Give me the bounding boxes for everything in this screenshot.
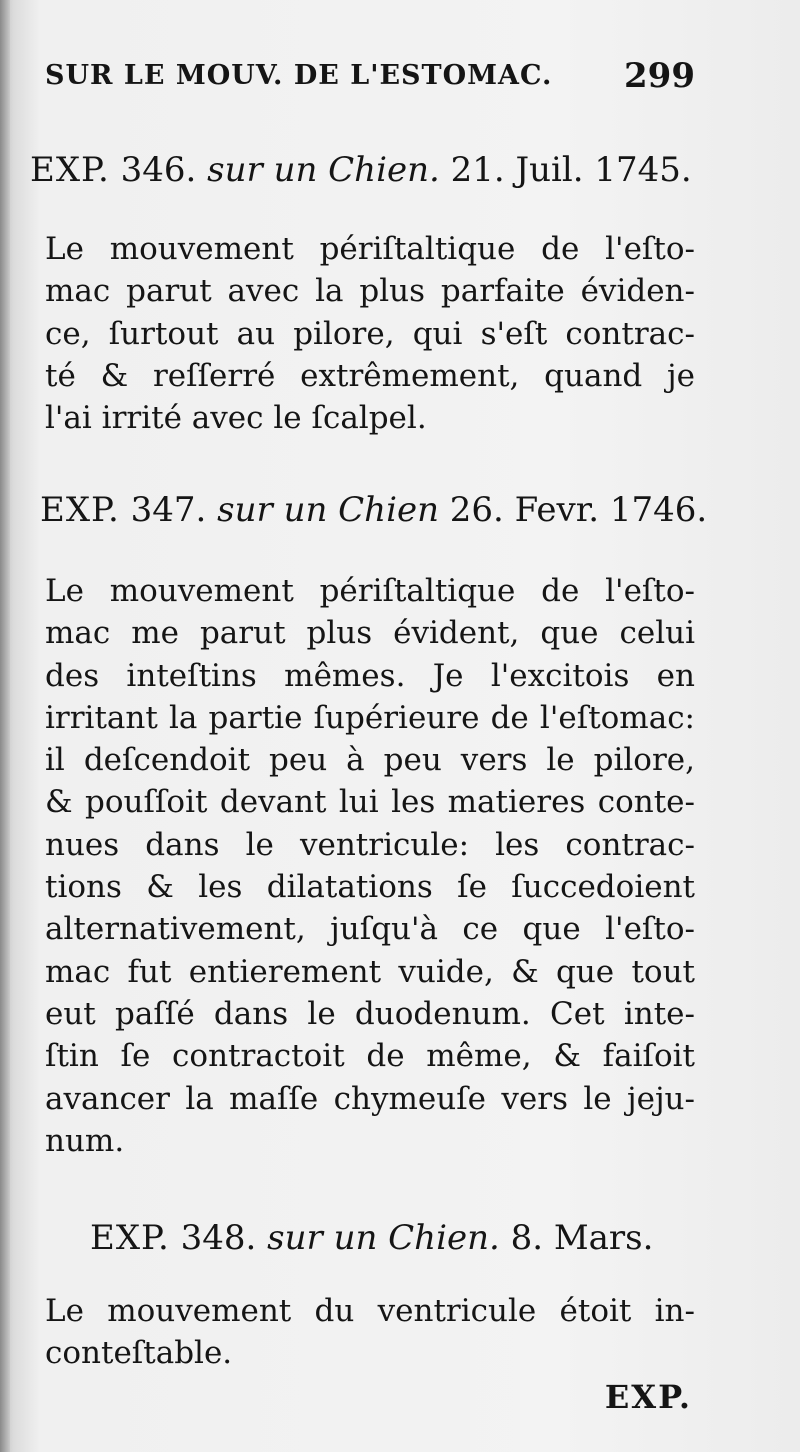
experiment-heading-346: [30, 150, 692, 190]
paragraph-line: alternativement, juſqu'à ce que l'eſto-: [45, 911, 695, 948]
experiment-number: 347.: [130, 490, 207, 530]
paragraph-line: & pouſſoit devant lui les matieres conte-: [45, 784, 695, 821]
paragraph-line: ſtin ſe contractoit de même, & faiſoit: [45, 1038, 695, 1075]
paragraph-line: eut paſſé dans le duodenum. Cet inte-: [45, 995, 695, 1032]
experiment-date: 26. Fevr. 1746.: [449, 490, 708, 530]
paragraph-line: té & reſſerré extrêmement, quand je: [45, 357, 695, 394]
paragraph-line: irritant la partie ſupérieure de l'eſtomac:: [45, 699, 695, 736]
experiment-heading-347: [40, 490, 707, 530]
experiment-label: EXP.: [30, 150, 110, 190]
paragraph-line: il deſcendoit peu à peu vers le pilore,: [45, 742, 695, 779]
experiment-label: EXP.: [90, 1218, 170, 1258]
experiment-heading-348: [90, 1218, 653, 1258]
paragraph-line: nues dans le ventricule: les contrac-: [45, 826, 695, 863]
experiment-number: 346.: [120, 150, 197, 190]
paragraph-line: ce, ſurtout au pilore, qui s'eſt contrac-: [45, 315, 695, 352]
experiment-title: sur un Chien: [217, 490, 439, 530]
experiment-number: 348.: [180, 1218, 257, 1258]
paragraph-line: l'ai irrité avec le ſcalpel.: [45, 400, 427, 437]
experiment-date: 8. Mars.: [510, 1218, 654, 1258]
paragraph-line: avancer la maſſe chymeuſe vers le jeju-: [45, 1080, 695, 1117]
experiment-date: 21. Juil. 1745.: [450, 150, 692, 190]
paragraph-line: conteſtable.: [45, 1335, 233, 1372]
page-gutter: [0, 0, 10, 1452]
paragraph-line: des inteſtins mêmes. Je l'excitois en: [45, 657, 695, 694]
paragraph-line: Le mouvement périſtaltique de l'eſto-: [45, 231, 695, 267]
paragraph-line: Le mouvement du ventricule étoit in-: [45, 1293, 695, 1329]
paragraph-line: Le mouvement périſtaltique de l'eſto-: [45, 573, 695, 609]
paragraph-line: num.: [45, 1122, 125, 1159]
experiment-label: EXP.: [40, 490, 120, 530]
catchword: EXP.: [604, 1378, 692, 1416]
experiment-paragraph-346: [45, 228, 695, 439]
paragraph-line: mac me parut plus évident, que celui: [45, 615, 695, 652]
paragraph-line: mac fut entierement vuide, & que tout: [45, 953, 695, 990]
experiment-paragraph-347: [45, 570, 695, 1162]
running-head-title: SUR LE MOUV. DE L'ESTOMAC.: [45, 60, 553, 91]
page-number: 299: [624, 56, 695, 96]
paragraph-line: mac parut avec la plus parfaite éviden-: [45, 273, 695, 310]
paragraph-line: tions & les dilatations ſe ſuccedoient: [45, 869, 695, 906]
experiment-title: sur un Chien.: [207, 150, 440, 190]
running-head: [45, 56, 695, 96]
experiment-paragraph-348: [45, 1290, 695, 1375]
experiment-title: sur un Chien.: [267, 1218, 500, 1258]
